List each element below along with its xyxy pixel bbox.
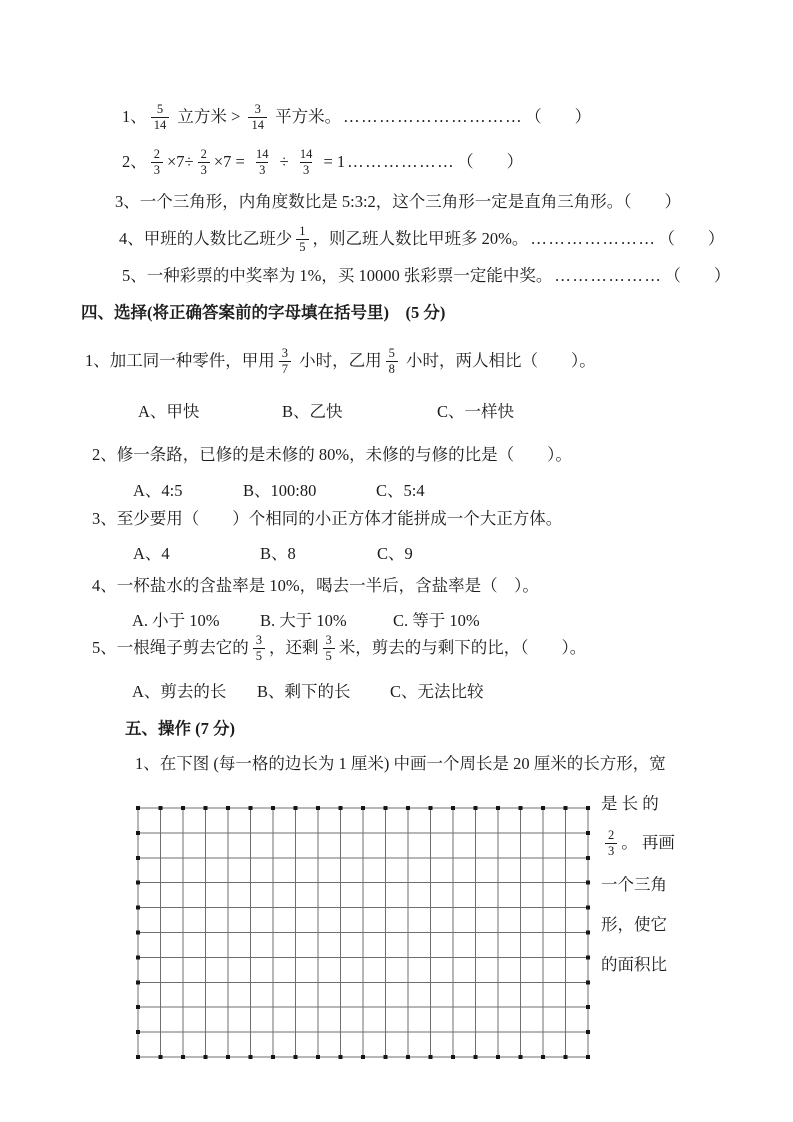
fraction: $\frac{1}{5}$: [296, 224, 308, 255]
text-run: 5、一根绳子剪去它的: [92, 638, 249, 658]
text-run: （ ）: [658, 229, 725, 249]
judgement-item-2: [122, 140, 523, 184]
choice-q5-option-b: B、剩下的长: [257, 682, 351, 701]
choice-q2-option-a: A、4:5: [133, 481, 183, 500]
operation-section-title: 五、操作 (7 分): [125, 719, 235, 738]
fraction: $\frac{14}{3}$: [256, 146, 269, 177]
dot-leader: …………………………: [343, 107, 524, 127]
operation-side-text-line-2: [601, 825, 675, 861]
choice-question-1: [85, 339, 596, 383]
text-run: ÷: [275, 152, 293, 172]
text-run: 。 再画: [621, 833, 675, 853]
operation-side-text-line-1: [601, 793, 659, 814]
operation-question-1: 1、在下图 (每一格的边长为 1 厘米) 中画一个周长是 20 厘米的长方形，宽: [135, 754, 666, 773]
text-run: 平方米。: [270, 107, 342, 127]
operation-side-text-line-4: [601, 914, 667, 935]
fraction: $\frac{3}{14}$: [248, 102, 267, 133]
choice-question-3: [92, 508, 562, 529]
choice-q5-option-a: A、剪去的长: [132, 682, 227, 701]
text-run: 1、加工同一种零件，甲用: [85, 351, 275, 371]
text-run: （ ）: [525, 107, 592, 127]
text-run: 的面积比: [601, 955, 667, 974]
text-run: 一个三角: [601, 875, 667, 894]
choice-question-5: [92, 626, 586, 670]
choice-q1-option-a: A、甲快: [138, 402, 200, 421]
grid-svg: [135, 805, 591, 1060]
text-run: 形，使它: [601, 915, 667, 934]
fraction: $\frac{3}{5}$: [253, 633, 265, 664]
choice-q4-option-b: B. 大于 10%: [260, 611, 347, 630]
text-run: 4、甲班的人数比乙班少: [119, 229, 293, 249]
fraction: $\frac{5}{8}$: [386, 346, 398, 377]
fraction: $\frac{3}{5}$: [323, 633, 335, 664]
text-run: ×7 =: [213, 152, 249, 172]
choice-q1-option-c: C、一样快: [437, 402, 515, 421]
choice-question-4: [92, 575, 539, 596]
judgement-item-1: [122, 95, 591, 139]
fraction: $\frac{3}{7}$: [279, 346, 291, 377]
text-run: 2、: [122, 152, 147, 172]
text-run: 1、: [122, 107, 147, 127]
choice-q3-option-c: C、9: [377, 544, 413, 563]
text-run: （ ）: [457, 152, 524, 172]
fraction: $\frac{2}{3}$: [151, 147, 163, 178]
drawing-dot-grid: [135, 805, 591, 1065]
choice-q4-option-c: C. 等于 10%: [393, 611, 480, 630]
dot-leader: …………………: [530, 229, 657, 249]
choice-q3-option-b: B、8: [260, 544, 296, 563]
fraction: $\frac{2}{3}$: [198, 147, 210, 178]
text-run: 3、一个三角形，内角度数比是 5:3:2，这个三角形一定是直角三角形。（ ）: [115, 192, 682, 211]
text-run: 2、修一条路，已修的是未修的 80%，未修的与修的比是（ ）。: [92, 445, 572, 464]
choice-section-title: 四、选择(将正确答案前的字母填在括号里) (5 分): [81, 303, 446, 322]
judgement-item-4: [119, 217, 724, 261]
choice-q1-option-b: B、乙快: [282, 402, 343, 421]
choice-q2-option-c: C、5:4: [376, 481, 425, 500]
choice-q4-option-a: A. 小于 10%: [132, 611, 220, 630]
text-run: 立方米 >: [173, 107, 245, 127]
text-run: 5、一种彩票的中奖率为 1%，买 10000 张彩票一定能中奖。: [122, 266, 553, 285]
text-run: ，还剩: [269, 638, 319, 658]
text-run: 小时，乙用: [295, 351, 382, 371]
fraction: $\frac{14}{3}$: [299, 146, 313, 177]
dot-leader: ………………: [554, 266, 663, 285]
text-run: ，则乙班人数比甲班多 20%。: [312, 229, 529, 249]
dot-leader: ………………: [347, 152, 456, 172]
fraction: $\frac{2}{3}$: [605, 828, 617, 859]
text-run: 小时，两人相比（ ）。: [401, 351, 596, 371]
text-run: （ ）: [664, 266, 731, 285]
judgement-item-5: [122, 265, 730, 286]
choice-q2-option-b: B、100:80: [243, 481, 317, 500]
text-run: = 1: [319, 152, 346, 172]
text-run: 3、至少要用（ ）个相同的小正方体才能拼成一个大正方体。: [92, 509, 563, 528]
choice-question-2: [92, 444, 572, 465]
choice-q3-option-a: A、4: [133, 544, 170, 563]
text-run: ×7÷: [167, 152, 194, 172]
operation-side-text-line-3: [601, 874, 667, 895]
fraction: $\frac{5}{14}$: [151, 102, 170, 133]
text-run: 是 长 的: [601, 794, 659, 813]
choice-q5-option-c: C、无法比较: [390, 682, 484, 701]
operation-side-text-line-5: [601, 954, 667, 975]
judgement-item-3: [115, 191, 681, 212]
text-run: 米，剪去的与剩下的比，（ ）。: [338, 638, 587, 658]
text-run: 4、一杯盐水的含盐率是 10%，喝去一半后，含盐率是（ ）。: [92, 576, 539, 595]
